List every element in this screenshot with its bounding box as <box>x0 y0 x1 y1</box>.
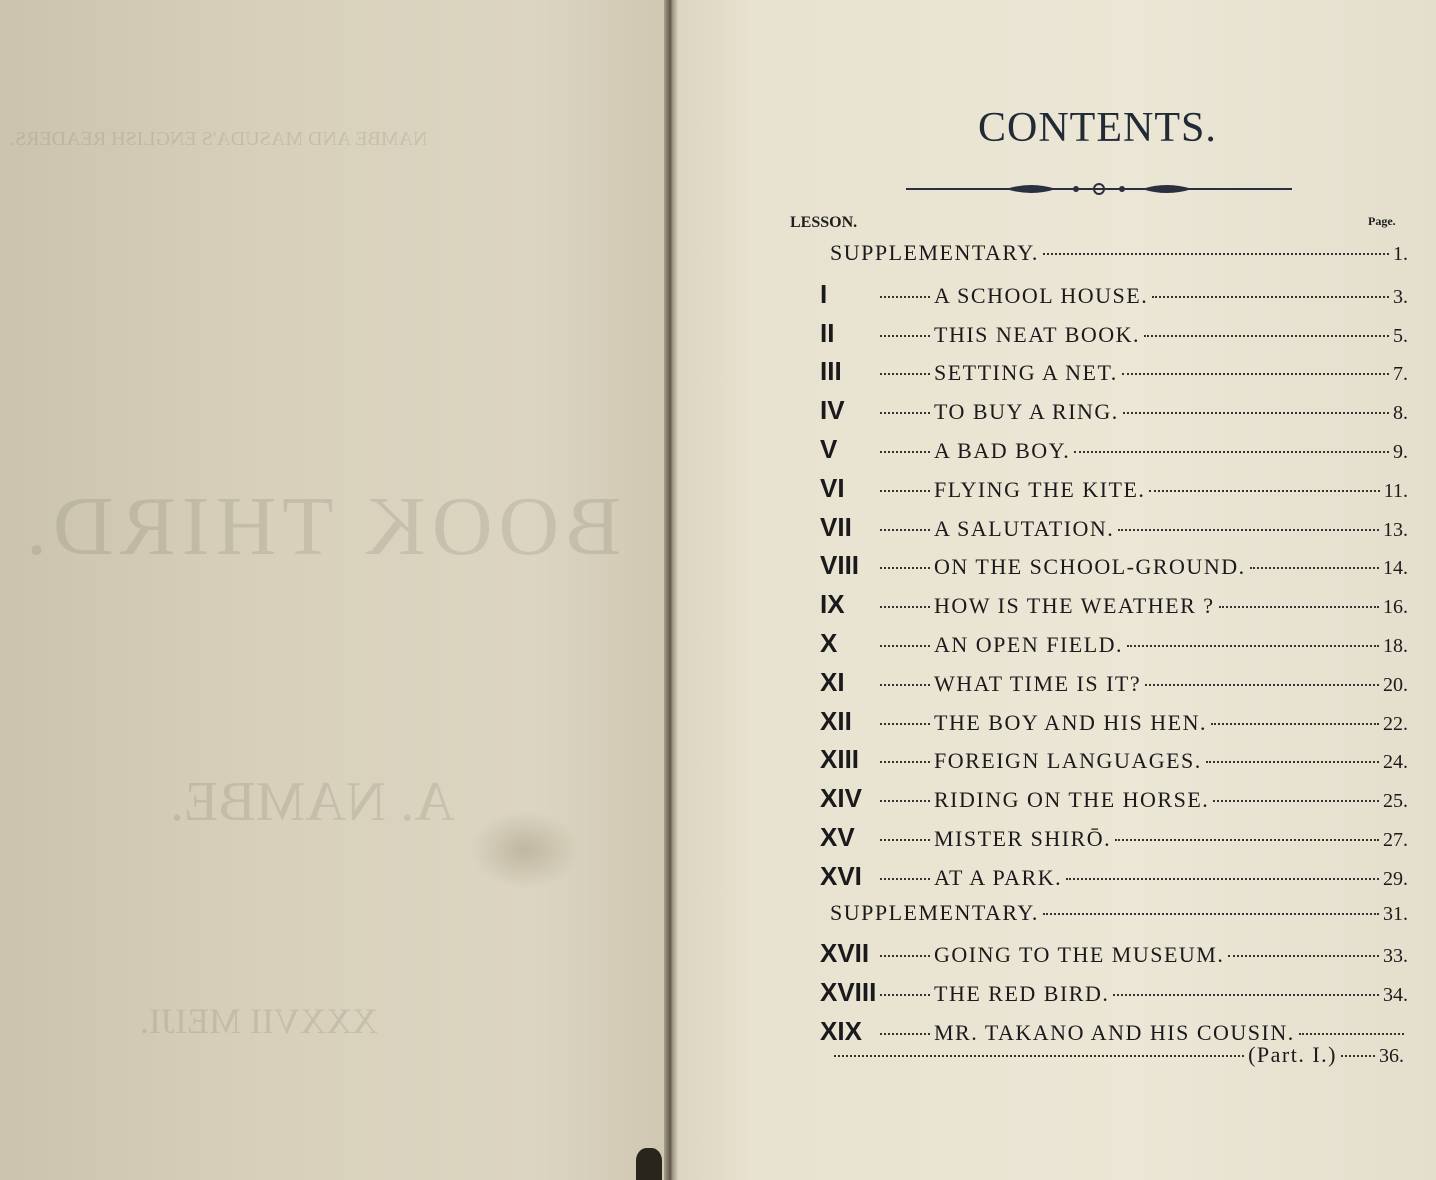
page-number: 5. <box>1393 324 1408 347</box>
bleed-through-date: XXXVII MEIJI. <box>140 1001 378 1041</box>
lesson-number: VIII <box>820 550 860 581</box>
lesson-number: X <box>820 628 838 658</box>
left-page <box>0 0 668 1180</box>
leader-dots <box>1123 412 1389 414</box>
bleed-through-author: A. NAMBE. <box>170 771 455 833</box>
page-number: 14. <box>1383 557 1408 580</box>
leader-dots <box>880 373 930 375</box>
continuation-part: (Part. I.) <box>1248 1042 1337 1067</box>
lesson-number: XVIII <box>820 977 877 1008</box>
leader-dots <box>880 1033 930 1035</box>
toc-row <box>820 473 1408 503</box>
leader-dots <box>1219 606 1379 608</box>
right-page <box>678 0 1436 1180</box>
leader-dots <box>880 723 930 725</box>
leader-dots <box>1043 253 1389 255</box>
leader-dots <box>880 335 930 337</box>
toc-row <box>820 628 1408 658</box>
lesson-title: A SCHOOL HOUSE. <box>934 282 1149 308</box>
toc-row <box>820 550 1408 580</box>
lesson-title: RIDING ON THE HORSE. <box>934 787 1210 813</box>
leader-dots <box>880 994 930 996</box>
lesson-title: A BAD BOY. <box>934 438 1071 463</box>
page-column-header: Page. <box>1368 214 1396 228</box>
lesson-number: XIII <box>820 744 860 775</box>
lesson-title: MR. TAKANO AND HIS COUSIN. <box>934 1020 1295 1045</box>
leader-dots <box>1113 994 1379 996</box>
lesson-title: WHAT TIME IS IT? <box>934 670 1142 696</box>
leader-dots <box>1074 451 1389 453</box>
toc-row <box>830 900 1408 930</box>
lesson-title: GOING TO THE MUSEUM. <box>934 942 1225 968</box>
toc-row <box>820 744 1408 774</box>
lesson-title: FLYING THE KITE. <box>934 476 1146 502</box>
leader-dots <box>880 451 930 453</box>
lesson-column-header: LESSON. <box>790 214 858 231</box>
page-number: 3. <box>1393 285 1408 308</box>
leader-dots <box>880 412 930 414</box>
toc-row <box>820 512 1408 542</box>
leader-dots <box>880 645 930 647</box>
toc-row <box>820 356 1408 386</box>
lesson-number: V <box>820 434 838 464</box>
leader-dots <box>1341 1055 1375 1057</box>
lesson-number: VII <box>820 511 852 542</box>
lesson-number: XII <box>820 705 852 736</box>
lesson-title: THE BOY AND HIS HEN. <box>934 709 1208 735</box>
leader-dots <box>880 800 930 802</box>
page-number: 34. <box>1383 984 1408 1007</box>
toc-row <box>820 667 1408 697</box>
bleed-through-header: NAMBE AND MASUDA'S ENGLISH READERS. <box>10 128 428 150</box>
lesson-number: II <box>820 317 835 348</box>
leader-dots <box>1211 723 1379 725</box>
lesson-number: I <box>820 278 828 309</box>
toc-row <box>820 861 1408 891</box>
toc-row <box>820 279 1408 309</box>
lesson-title: THE RED BIRD. <box>934 981 1110 1007</box>
lesson-number: XIV <box>820 783 862 814</box>
lesson-title: THIS NEAT BOOK. <box>934 321 1141 347</box>
toc-row <box>830 240 1408 270</box>
page-number: 20. <box>1383 673 1408 696</box>
leader-dots <box>1144 335 1389 337</box>
toc-row <box>820 589 1408 619</box>
lesson-title: HOW IS THE WEATHER ? <box>934 593 1215 619</box>
toc-row <box>820 783 1408 813</box>
page-number: 22. <box>1383 712 1408 735</box>
leader-dots <box>1145 684 1379 686</box>
page-number: 16. <box>1383 596 1408 619</box>
lesson-title: AN OPEN FIELD. <box>934 632 1124 657</box>
page-number: 13. <box>1383 518 1408 541</box>
lesson-title: AT A PARK. <box>934 864 1063 890</box>
lesson-title: SETTING A NET. <box>934 360 1118 386</box>
lesson-title: MISTER SHIRŌ. <box>934 826 1112 851</box>
page-tear <box>636 1148 662 1180</box>
leader-dots <box>880 955 930 957</box>
leader-dots <box>1250 567 1379 569</box>
page-number: 33. <box>1383 945 1408 968</box>
toc-row <box>820 822 1408 852</box>
leader-dots <box>880 839 930 841</box>
toc-row <box>820 706 1408 736</box>
toc-row <box>820 434 1408 464</box>
leader-dots <box>1299 1033 1404 1035</box>
toc-row <box>820 977 1408 1007</box>
page-number: 7. <box>1393 363 1408 386</box>
lesson-title: FOREIGN LANGUAGES. <box>934 748 1202 774</box>
leader-dots <box>880 684 930 686</box>
continuation-page: 36. <box>1379 1045 1404 1067</box>
page-number: 11. <box>1383 479 1408 502</box>
leader-dots <box>880 878 930 880</box>
leader-dots <box>880 529 930 531</box>
toc-row <box>820 318 1408 348</box>
page-number: 31. <box>1383 902 1408 925</box>
leader-dots <box>1043 913 1379 915</box>
lesson-number: IV <box>820 395 845 426</box>
lesson-title: ON THE SCHOOL-GROUND. <box>934 554 1246 580</box>
leader-dots <box>880 567 930 569</box>
leader-dots <box>1149 490 1379 492</box>
ornament-divider-icon <box>906 180 1292 198</box>
page-number: 1. <box>1393 243 1408 265</box>
page-number: 18. <box>1383 635 1408 657</box>
page-title: CONTENTS. <box>978 105 1217 151</box>
lesson-number: III <box>820 356 842 387</box>
leader-dots <box>1152 296 1389 298</box>
toc-row <box>820 395 1408 425</box>
page-number: 27. <box>1383 829 1408 851</box>
page-number: 29. <box>1383 867 1408 890</box>
lesson-title: SUPPLEMENTARY. <box>830 899 1039 925</box>
lesson-number: IX <box>820 589 845 620</box>
leader-dots <box>880 296 930 298</box>
stain <box>470 810 580 890</box>
bleed-through-book-title: BOOK THIRD. <box>20 480 622 573</box>
leader-dots <box>1213 800 1379 802</box>
leader-dots <box>1127 645 1379 647</box>
lesson-number: XV <box>820 822 855 852</box>
lesson-number: XVII <box>820 938 870 969</box>
page-number: 25. <box>1383 790 1408 813</box>
leader-dots <box>880 761 930 763</box>
leader-dots <box>880 490 930 492</box>
lesson-number: XIX <box>820 1016 862 1046</box>
leader-dots <box>1228 955 1379 957</box>
leader-dots <box>1206 761 1379 763</box>
lesson-title: A SALUTATION. <box>934 515 1115 541</box>
book-gutter <box>664 0 678 1180</box>
leader-dots <box>834 1055 1244 1057</box>
page-number: 8. <box>1393 402 1408 425</box>
leader-dots <box>1118 529 1379 531</box>
toc-row <box>820 938 1408 968</box>
page-number: 24. <box>1383 751 1408 774</box>
lesson-title: TO BUY A RING. <box>934 399 1119 425</box>
leader-dots <box>1122 373 1389 375</box>
lesson-number: VI <box>820 472 845 503</box>
page-number: 9. <box>1393 441 1408 463</box>
leader-dots <box>1066 878 1379 880</box>
lesson-title: SUPPLEMENTARY. <box>830 240 1039 265</box>
leader-dots <box>880 606 930 608</box>
lesson-number: XVI <box>820 860 862 891</box>
lesson-number: XI <box>820 666 845 697</box>
toc-continuation <box>834 1042 1404 1072</box>
leader-dots <box>1115 839 1379 841</box>
